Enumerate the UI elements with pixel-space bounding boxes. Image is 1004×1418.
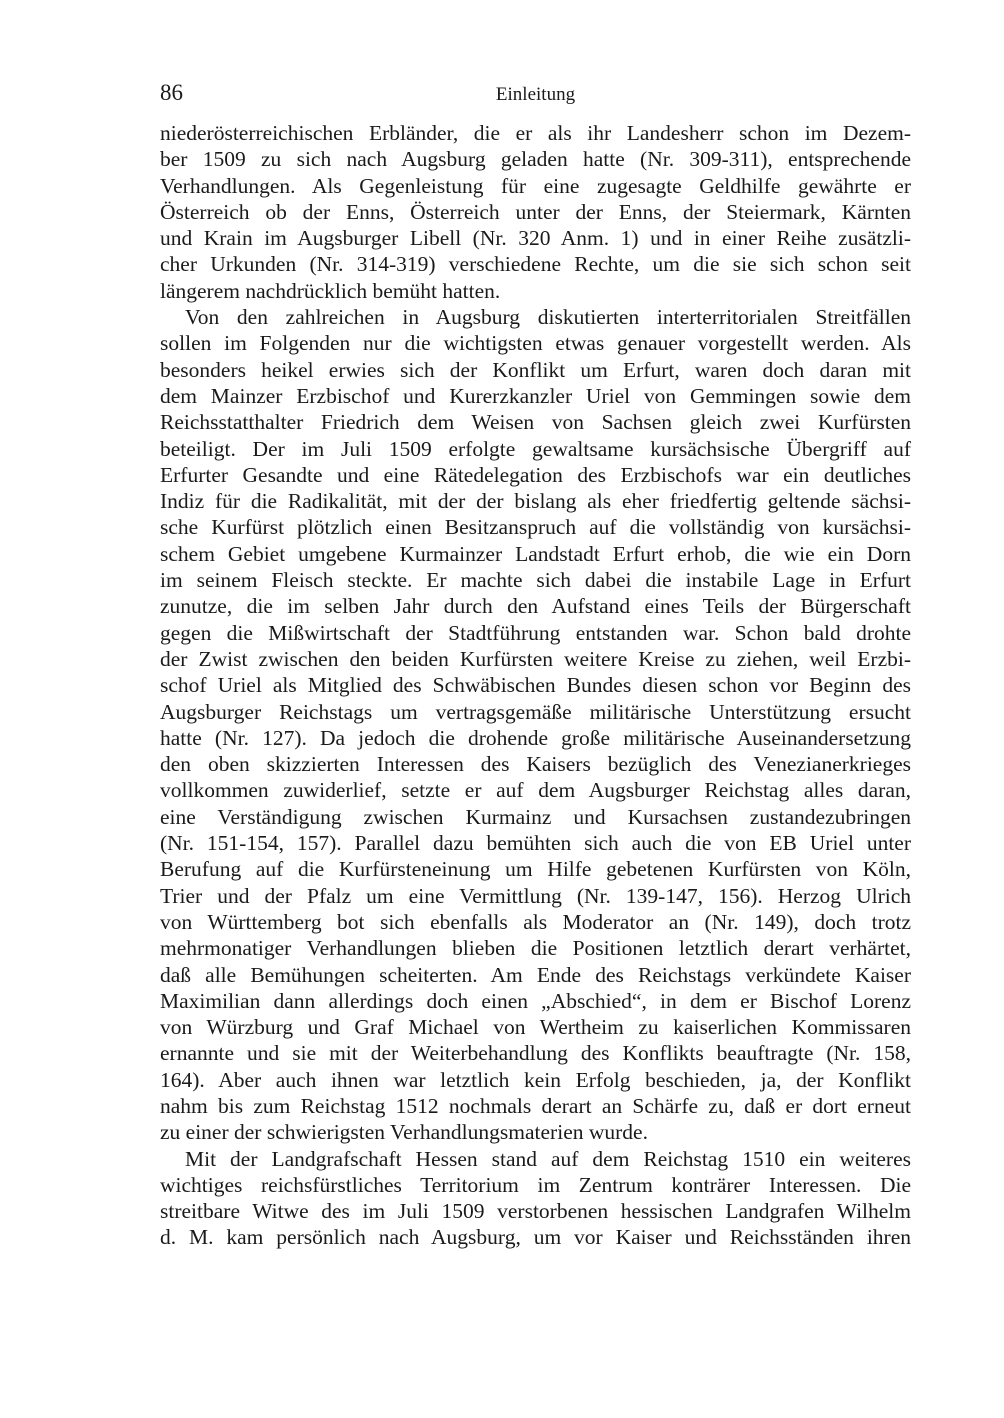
text-line: eine Verständigung zwischen Kurmainz und Kursachsen zustandezubringen [160, 804, 911, 829]
text-line: dem Mainzer Erzbischof und Kurerzkanzler Uriel von Gemmingen sowie dem [160, 383, 911, 408]
text-line: cher Urkunden (Nr. 314-319) verschiedene Rechte, um die sie sich schon seit [160, 252, 911, 277]
text-line: Von den zahlreichen in Augsburg diskutierten interterritorialen Streitfällen [185, 305, 911, 330]
text-line: daß alle Bemühungen scheiterten. Am Ende des Reichstags verkündete Kaiser [160, 962, 911, 987]
text-line: streitbare Witwe des im Juli 1509 verstorbenen hessischen Landgrafen Wilhelm [160, 1199, 911, 1224]
text-line: Verhandlungen. Als Gegenleistung für eine zugesagte Geldhilfe gewährte er [160, 173, 911, 198]
text-line: besonders heikel erwies sich der Konflikt um Erfurt, waren doch daran mit [160, 357, 911, 382]
page-header [160, 78, 911, 108]
body-text [160, 120, 911, 1251]
text-line: mehrmonatiger Verhandlungen blieben die Positionen letztlich derart verhärtet, [160, 936, 911, 961]
text-line: von Württemberg bot sich ebenfalls als Moderator an (Nr. 149), doch trotz [160, 909, 911, 934]
text-line: Maximilian dann allerdings doch einen „Abschied“, in dem er Bischof Lorenz [160, 988, 911, 1013]
text-line: schof Uriel als Mitglied des Schwäbischen Bundes diesen schon vor Beginn des [160, 673, 911, 698]
text-line: den oben skizzierten Interessen des Kaisers bezüglich des Venezianerkrieges [160, 752, 911, 777]
text-line: (Nr. 151-154, 157). Parallel dazu bemühten sich auch die von EB Uriel unter [160, 831, 911, 856]
text-line: Reichsstatthalter Friedrich dem Weisen von Sachsen gleich zwei Kurfürsten [160, 410, 911, 435]
text-line: Österreich ob der Enns, Österreich unter der Enns, der Steiermark, Kärnten [160, 199, 911, 224]
running-head-title: Einleitung [495, 84, 576, 105]
text-line: Erfurter Gesandte und eine Rätedelegation des Erzbischofs war ein deutliches [160, 462, 911, 487]
text-line: ernannte und sie mit der Weiterbehandlung des Konflikts beauftragte (Nr. 158, [160, 1041, 911, 1066]
text-line: beteiligt. Der im Juli 1509 erfolgte gewaltsame kursächsische Übergriff auf [160, 436, 911, 461]
text-line: sche Kurfürst plötzlich einen Besitzanspruch auf die vollständig von kursächsi- [160, 515, 911, 540]
text-line: gegen die Mißwirtschaft der Stadtführung entstanden war. Schon bald drohte [160, 620, 911, 645]
text-line: der Zwist zwischen den beiden Kurfürsten weitere Kreise zu ziehen, weil Erzbi- [160, 646, 911, 671]
text-line: Mit der Landgrafschaft Hessen stand auf dem Reichstag 1510 ein weiteres [185, 1146, 911, 1171]
text-line: sollen im Folgenden nur die wichtigsten etwas genauer vorgestellt werden. Als [160, 331, 911, 356]
text-line: und Krain im Augsburger Libell (Nr. 320 Anm. 1) und in einer Reihe zusätzli- [160, 226, 911, 251]
text-line: vollkommen zuwiderlief, setzte er auf dem Augsburger Reichstag alles daran, [160, 778, 911, 803]
text-line: Indiz für die Radikalität, mit der der bislang als eher friedfertig geltende sächsi- [160, 489, 911, 514]
text-line: Trier und der Pfalz um eine Vermittlung (Nr. 139-147, 156). Herzog Ulrich [160, 883, 911, 908]
text-line: zu einer der schwierigsten Verhandlungsmaterien wurde. [160, 1120, 648, 1145]
text-line: wichtiges reichsfürstliches Territorium im Zentrum konträrer Interessen. Die [160, 1172, 911, 1197]
page-number: 86 [160, 80, 183, 105]
text-line: längerem nachdrücklich bemüht hatten. [160, 278, 501, 303]
text-line: von Würzburg und Graf Michael von Wertheim zu kaiserlichen Kommissaren [160, 1015, 911, 1040]
text-line: d. M. kam persönlich nach Augsburg, um vor Kaiser und Reichsständen ihren [160, 1225, 911, 1250]
text-line: hatte (Nr. 127). Da jedoch die drohende große militärische Auseinandersetzung [160, 725, 911, 750]
text-line: zunutze, die im selben Jahr durch den Aufstand eines Teils der Bürgerschaft [160, 594, 911, 619]
text-line: im seinem Fleisch steckte. Er machte sich dabei die instabile Lage in Erfurt [160, 568, 911, 593]
text-line: nahm bis zum Reichstag 1512 nochmals derart an Schärfe zu, daß er dort erneut [160, 1093, 911, 1118]
text-line: Augsburger Reichstags um vertragsgemäße militärische Unterstützung ersucht [160, 699, 911, 724]
text-line: ber 1509 zu sich nach Augsburg geladen hatte (Nr. 309-311), entsprechende [160, 147, 911, 172]
text-line: Berufung auf die Kurfürsteneinung um Hilfe gebetenen Kurfürsten von Köln, [160, 857, 911, 882]
text-line: schem Gebiet umgebene Kurmainzer Landstadt Erfurt erhob, die wie ein Dorn [160, 541, 911, 566]
text-line: niederösterreichischen Erbländer, die er als ihr Landesherr schon im Dezem- [160, 121, 911, 145]
text-line: 164). Aber auch ihnen war letztlich kein Erfolg beschieden, ja, der Konflikt [160, 1067, 911, 1092]
